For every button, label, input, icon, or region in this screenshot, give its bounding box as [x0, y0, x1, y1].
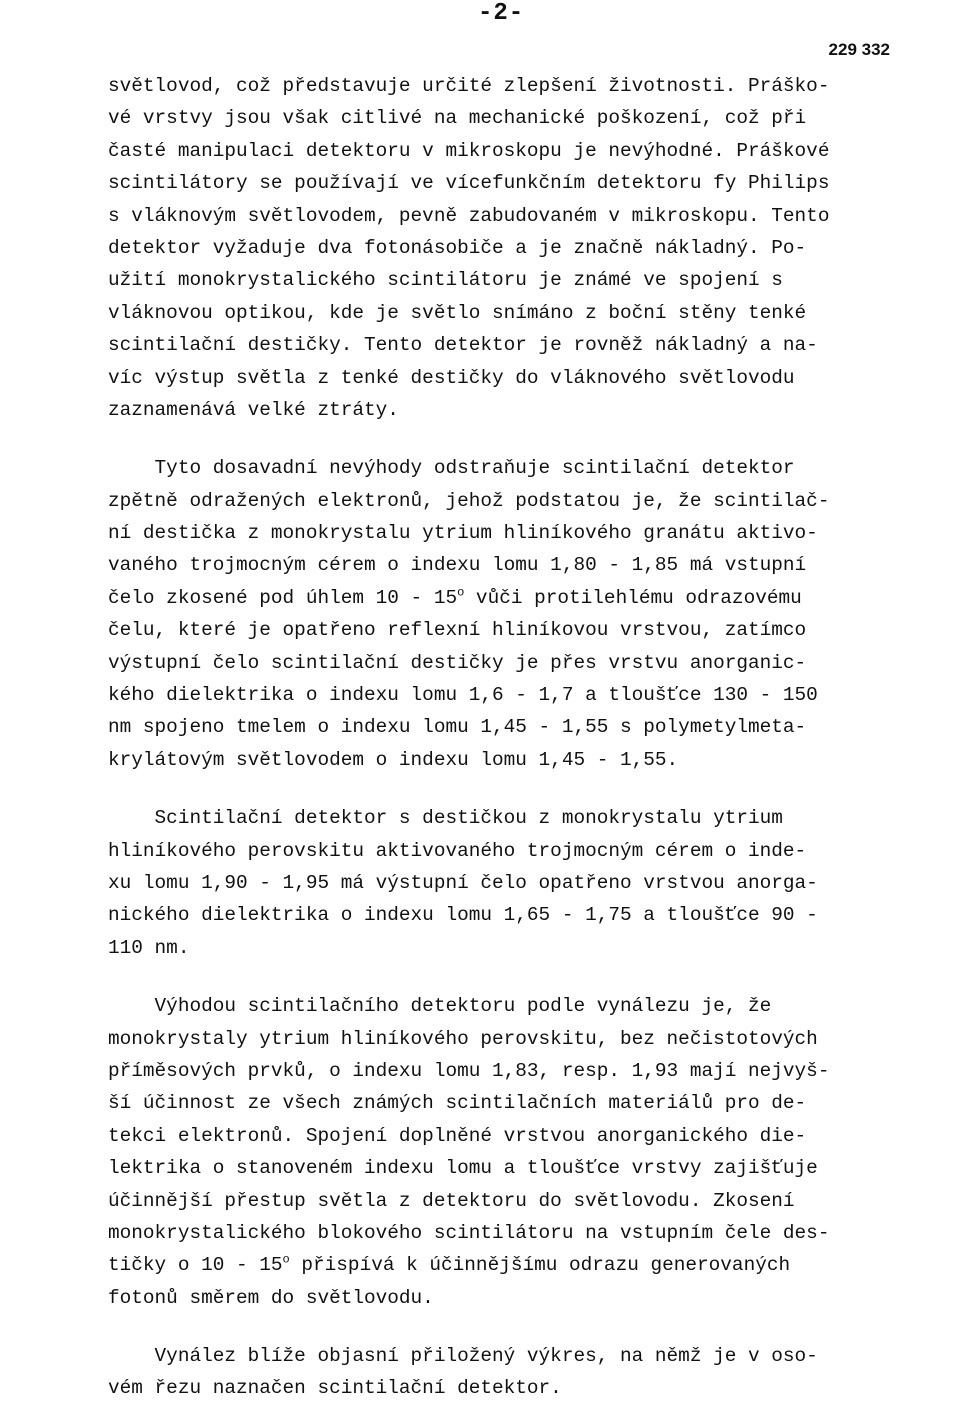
text-line [108, 1249, 898, 1281]
degree-superscript: o [457, 585, 465, 600]
text-line: časté manipulaci detektoru v mikroskopu je nevýhodné. Práškové [108, 139, 830, 162]
text-line: s vláknovým světlovodem, pevně zabudovaném v mikroskopu. Tento [108, 204, 830, 227]
paragraph [108, 990, 898, 1314]
text-line: ší účinnost ze všech známých scintilačních materiálů pro de- [108, 1092, 807, 1115]
paragraph-gap [108, 964, 898, 990]
text-line: detektor vyžaduje dva fotonásobiče a je značně nákladný. Po- [108, 236, 807, 259]
text-line: fotonů směrem do světlovodu. [108, 1286, 434, 1309]
text-line: vé vrstvy jsou však citlivé na mechanické poškození, což při [108, 107, 807, 130]
text-line: ní destička z monokrystalu ytrium hliníkového granátu aktivo- [108, 522, 818, 545]
text-line: xu lomu 1,90 - 1,95 má výstupní čelo opatřeno vrstvou anorga- [108, 871, 818, 894]
document-number: 229 332 [828, 40, 890, 59]
text-line: Výhodou scintilačního detektoru podle vynálezu je, že [108, 995, 772, 1018]
text-line: účinnější přestup světla z detektoru do světlovodu. Zkosení [108, 1189, 795, 1212]
text-segment: tičky o 10 - 15 [108, 1254, 283, 1277]
text-line: nm spojeno tmelem o indexu lomu 1,45 - 1,55 s polymetylmeta- [108, 716, 807, 739]
paragraph [108, 452, 898, 776]
text-line: monokrystalického blokového scintilátoru na vstupním čele des- [108, 1221, 830, 1244]
text-line [108, 582, 898, 614]
text-line: vaného trojmocným cérem o indexu lomu 1,80 - 1,85 má vstupní [108, 554, 807, 577]
text-line: výstupní čelo scintilační destičky je přes vrstvu anorganic- [108, 651, 807, 674]
paragraph-gap [108, 1314, 898, 1340]
paragraph [108, 70, 898, 426]
text-segment: přispívá k účinnějšímu odrazu generovaných [289, 1254, 791, 1277]
text-line: scintilátory se používají ve vícefunkčním detektoru fy Philips [108, 172, 830, 195]
text-line: tekci elektronů. Spojení doplněné vrstvou anorganického die- [108, 1124, 807, 1147]
text-line: lektrika o stanoveném indexu lomu a tloušťce vrstvy zajišťuje [108, 1157, 818, 1180]
degree-superscript: o [282, 1252, 290, 1267]
text-line: Tyto dosavadní nevýhody odstraňuje scintilační detektor [108, 457, 795, 480]
text-line: čelu, které je opatřeno reflexní hliníkovou vrstvou, zatímco [108, 619, 807, 642]
text-line: víc výstup světla z tenké destičky do vláknového světlovodu [108, 366, 795, 389]
text-line: monokrystaly ytrium hliníkového perovskitu, bez nečistotových [108, 1027, 818, 1050]
paragraph [108, 1340, 898, 1405]
text-line: příměsových prvků, o indexu lomu 1,83, resp. 1,93 mají nejvyš- [108, 1059, 830, 1082]
text-line: krylátovým světlovodem o indexu lomu 1,45 - 1,55. [108, 748, 679, 771]
paragraph [108, 802, 898, 964]
text-segment: vůči protilehlému odrazovému [464, 586, 802, 609]
page-number: -2- [478, 0, 525, 27]
text-line: světlovod, což představuje určité zlepšení životnosti. Práško- [108, 75, 830, 97]
paragraph-gap [108, 776, 898, 802]
text-line: Scintilační detektor s destičkou z monokrystalu ytrium [108, 807, 783, 830]
text-line: scintilační destičky. Tento detektor je rovněž nákladný a na- [108, 334, 818, 357]
paragraph-gap [108, 426, 898, 452]
text-line: nického dielektrika o indexu lomu 1,65 - 1,75 a tloušťce 90 - [108, 904, 818, 927]
document-body [108, 70, 898, 1405]
text-line: Vynález blíže objasní přiložený výkres, na němž je v oso- [108, 1345, 818, 1368]
text-line: kého dielektrika o indexu lomu 1,6 - 1,7 a tloušťce 130 - 150 [108, 684, 818, 707]
text-line: hliníkového perovskitu aktivovaného trojmocným cérem o inde- [108, 839, 807, 862]
text-line: užití monokrystalického scintilátoru je známé ve spojení s [108, 269, 783, 292]
text-line: vém řezu naznačen scintilační detektor. [108, 1377, 562, 1400]
text-segment: čelo zkosené pod úhlem 10 - 15 [108, 586, 458, 609]
text-line: zaznamenává velké ztráty. [108, 398, 399, 421]
text-line: 110 nm. [108, 936, 190, 959]
text-line: zpětně odražených elektronů, jehož podstatou je, že scintilač- [108, 489, 830, 512]
text-line: vláknovou optikou, kde je světlo snímáno z boční stěny tenké [108, 301, 807, 324]
